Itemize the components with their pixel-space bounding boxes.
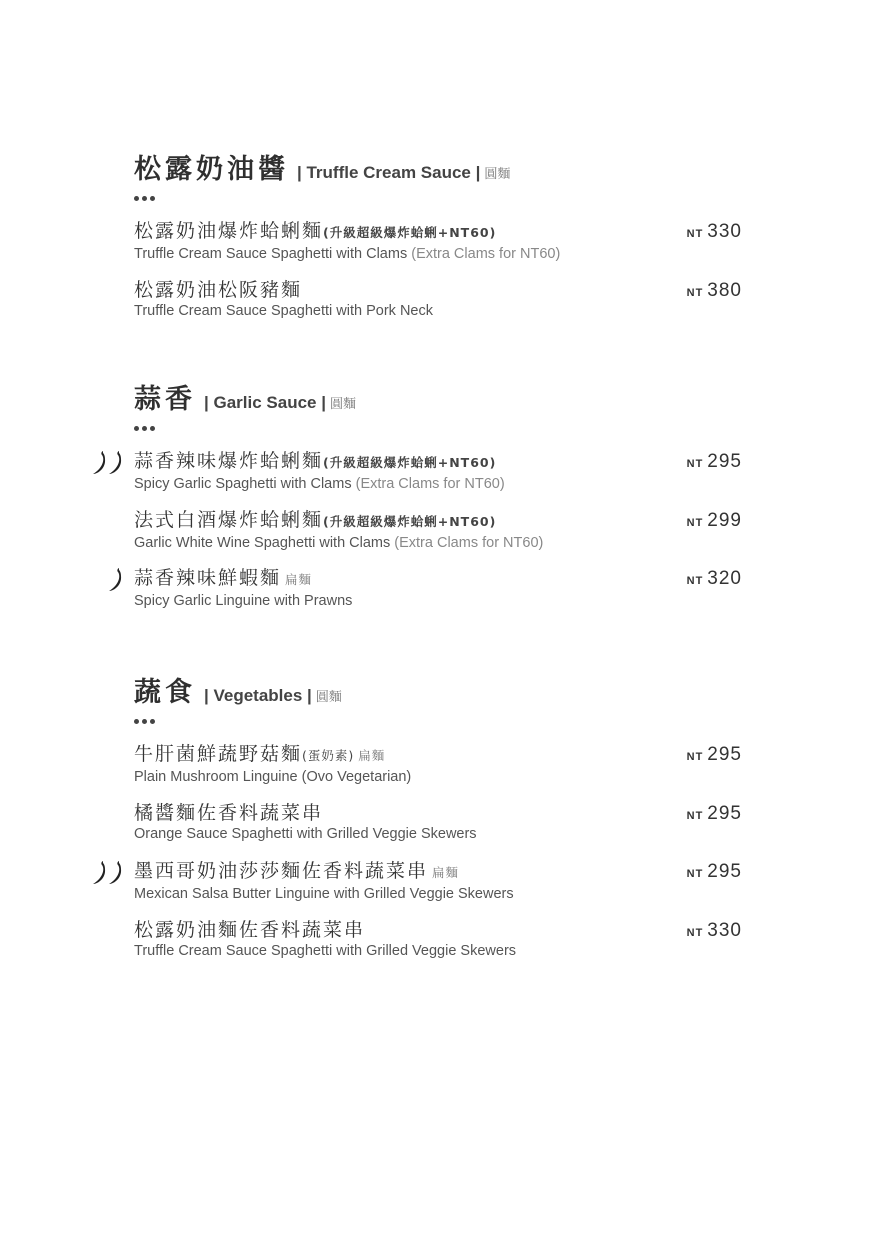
item-upgrade-note: (升級超級爆炸蛤蜊+NT60): [323, 513, 497, 529]
item-price: [687, 221, 742, 243]
item-price: [687, 568, 742, 590]
price-currency: NT: [686, 516, 704, 529]
price-currency: NT: [686, 868, 704, 880]
three-dots-icon: [134, 714, 754, 728]
item-name-en: Spicy Garlic Linguine with Prawns: [134, 593, 353, 609]
section-garlic-sauce: [134, 377, 754, 625]
price-currency: NT: [686, 751, 704, 763]
item-name-zh: 墨西哥奶油莎莎麵佐香料蔬菜串: [134, 860, 429, 882]
section-header: [134, 147, 754, 183]
item-upgrade-note: (升級超級爆炸蛤蜊+NT60): [323, 455, 497, 470]
item-price: [687, 920, 742, 942]
spicy-level-2: [92, 450, 122, 476]
item-name-en: Truffle Cream Sauce Spaghetti with Clams: [134, 246, 408, 262]
item-price: [687, 510, 742, 532]
item-list: [134, 449, 754, 625]
section-header: [134, 377, 754, 413]
item-extra-note: (Extra Clams for NT60): [394, 534, 544, 551]
price-value: 295: [707, 802, 742, 824]
item-name-en: Truffle Cream Sauce Spaghetti with Grilled Veggie Skewers: [134, 942, 517, 959]
item-price: [687, 744, 742, 766]
item-price: [687, 803, 742, 825]
section-subtitle: | Garlic Sauce |: [204, 393, 326, 412]
price-value: 295: [707, 451, 742, 472]
menu-item: [134, 742, 754, 801]
item-name-en: Garlic White Wine Spaghetti with Clams: [134, 534, 391, 551]
price-currency: NT: [686, 926, 704, 939]
item-name-zh: 牛肝菌鮮蔬野菇麵: [134, 743, 303, 765]
chili-pepper-icon: [108, 450, 122, 476]
item-diet-note: (蛋奶素): [302, 748, 355, 763]
item-upgrade-note: (升級超級爆炸蛤蜊+NT60): [323, 225, 497, 240]
price-currency: NT: [686, 575, 704, 587]
item-noodle-tag: 扁麵: [358, 748, 386, 763]
item-list: [134, 219, 754, 336]
item-name-en: Spicy Garlic Spaghetti with Clams: [134, 476, 352, 492]
item-name-zh: 松露奶油爆炸蛤蜊麵: [134, 220, 324, 242]
item-extra-note: (Extra Clams for NT60): [411, 246, 561, 262]
chili-pepper-icon: [92, 450, 106, 476]
item-name-zh: 蒜香辣味爆炸蛤蜊麵: [134, 450, 324, 472]
menu-item: [134, 219, 754, 278]
item-name-en: Plain Mushroom Linguine (Ovo Vegetarian): [134, 769, 412, 785]
section-truffle-cream-sauce: [134, 147, 754, 336]
price-value: 330: [707, 919, 742, 941]
chili-pepper-icon: [92, 860, 106, 886]
item-name-zh: 松露奶油麵佐香料蔬菜串: [134, 918, 366, 941]
section-title: 蔬食: [134, 677, 196, 708]
three-dots-icon: [134, 191, 754, 205]
spicy-level-2: [92, 860, 122, 886]
item-price: [687, 451, 742, 473]
item-list: [134, 742, 754, 976]
section-subtitle: | Truffle Cream Sauce |: [297, 163, 481, 182]
section-noodle-type: 圓麵: [329, 397, 356, 412]
item-name-en: Mexican Salsa Butter Linguine with Grilled Veggie Skewers: [134, 886, 514, 902]
section-header: [134, 670, 754, 706]
item-name-zh: 松露奶油松阪豬麵: [134, 278, 303, 301]
menu-item: [134, 918, 754, 977]
price-value: 320: [707, 568, 742, 589]
menu-item: [134, 508, 754, 567]
section-vegetables: [134, 670, 754, 976]
price-value: 380: [707, 279, 742, 301]
price-value: 295: [707, 744, 742, 765]
item-name-zh: 蒜香辣味鮮蝦麵: [134, 567, 282, 589]
item-name-zh: 法式白酒爆炸蛤蜊麵: [134, 508, 324, 531]
price-value: 295: [707, 861, 742, 882]
menu-item: [134, 278, 754, 337]
menu-item: [134, 566, 754, 625]
section-title: 蒜香: [134, 384, 196, 415]
price-currency: NT: [686, 286, 704, 299]
item-noodle-tag: 扁麵: [285, 572, 313, 587]
section-title: 松露奶油醬: [134, 154, 289, 185]
item-noodle-tag: 扁麵: [432, 865, 460, 880]
item-name-en: Orange Sauce Spaghetti with Grilled Veggie Skewers: [134, 825, 477, 842]
item-price: [687, 861, 742, 883]
price-currency: NT: [686, 228, 704, 240]
item-extra-note: (Extra Clams for NT60): [355, 476, 505, 492]
three-dots-icon: [134, 421, 754, 435]
menu-item: [134, 801, 754, 860]
menu-item: [134, 449, 754, 508]
item-name-en: Truffle Cream Sauce Spaghetti with Pork Neck: [134, 302, 433, 319]
item-price: [687, 280, 742, 302]
chili-pepper-icon: [108, 860, 122, 886]
price-currency: NT: [686, 809, 704, 822]
price-value: 299: [707, 509, 742, 531]
section-subtitle: | Vegetables |: [204, 686, 312, 705]
price-value: 330: [707, 221, 742, 242]
item-name-zh: 橘醬麵佐香料蔬菜串: [134, 801, 324, 824]
spicy-level-1: [108, 567, 122, 593]
section-noodle-type: 圓麵: [315, 690, 342, 705]
section-noodle-type: 圓麵: [484, 167, 511, 182]
price-currency: NT: [686, 458, 704, 470]
chili-pepper-icon: [108, 567, 122, 593]
menu-item: [134, 859, 754, 918]
